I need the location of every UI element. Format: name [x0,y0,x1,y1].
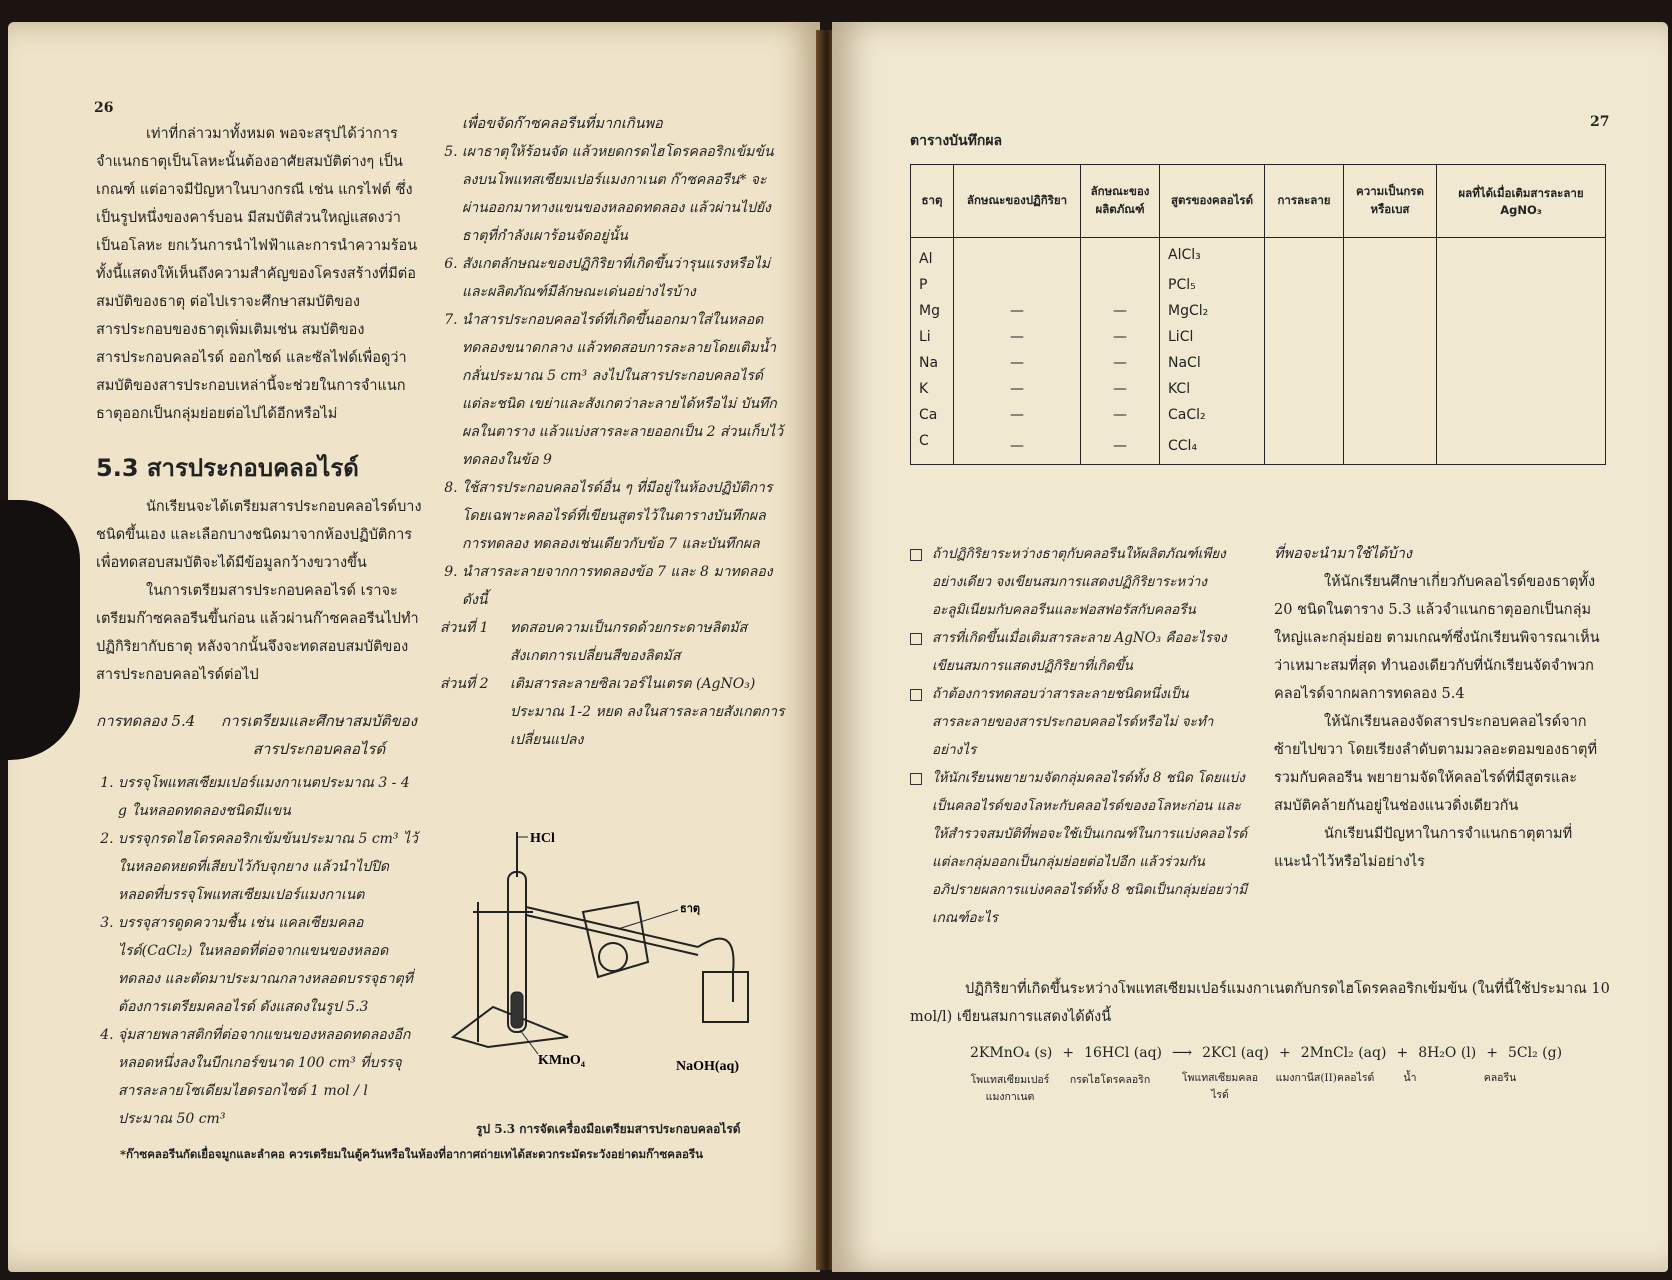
header-product: ลักษณะของผลิตภัณฑ์ [1081,165,1160,238]
table-row: Al AlCl₃ [911,238,1606,273]
table-row: Mg — — MgCl₂ [911,298,1606,324]
question-item: สารที่เกิดขึ้นเมื่อเติมสารละลาย AgNO₃ คืออะไรจงเขียนสมการแสดงปฏิกิริยาที่เกิดขึ้น [910,624,1250,680]
step-5: 5. เผาธาตุให้ร้อนจัด แล้วหยดกรดไฮโดรคลอริกเข้มข้นลงบนโพแทสเซียมเปอร์แมงกาเนต ก๊าซคลอรีน* จะผ่านออกมาทางแขนของหลอดทดลอง แล้วผ่านไปยังธาตุที่กำลังเผาร้อนจัดอยู่นั้น [462,138,786,250]
question-item: ถ้าปฏิกิริยาระหว่างธาตุกับคลอรีนให้ผลิตภัณฑ์เพียงอย่างเดียว จงเขียนสมการแสดงปฏิกิริยาระหว่างอะลูมิเนียมกับคลอรีนและฟอสฟอรัสกับคลอรีน [910,540,1250,624]
equation-intro: ปฏิกิริยาที่เกิดขึ้นระหว่างโพแทสเซียมเปอร์แมงกาเนตกับกรดไฮโดรคลอริกเข้มข้น (ในที่นี้ใช้ประมาณ 10 mol/l) เขียนสมการแสดงได้ดังนี้ [910,981,1610,1025]
experiment-label: การทดลอง 5.4 [96,712,196,730]
label-cl2-name: คลอรีน [1483,1072,1517,1084]
checkbox-icon [910,773,922,785]
checkbox-icon [910,633,922,645]
step-1: 1. บรรจุโพแทสเซียมเปอร์แมงกาเนตประมาณ 3 - 4 g ในหลอดทดลองชนิดมีแขน [118,769,422,825]
product-h2o: 8H₂O (l) [1418,1045,1477,1061]
step-8: 8. ใช้สารประกอบคลอไรด์อื่น ๆ ที่มีอยู่ในห้องปฏิบัติการ โดยเฉพาะคลอไรด์ที่เขียนสูตรไว้ในตารางบันทึกผลการทดลอง ทดลองเช่นเดียวกับข้อ 7 และบันทึกผล [462,474,786,558]
experiment-heading [96,707,422,763]
results-table [910,164,1606,465]
right-paragraph-2: ให้นักเรียนลองจัดสารประกอบคลอไรด์จากซ้ายไปขวา โดยเรียงลำดับตามมวลอะตอมของธาตุที่รวมกับคลอรีน พยายามจัดให้คลอไรด์ที่มีสูตรและสมบัติคล้ายกันอยู่ในช่องแนวดิ่งเดียวกัน [1274,714,1598,814]
label-h2o-name: น้ำ [1403,1072,1417,1084]
kmno4-solid [511,992,523,1028]
binding-shadow [0,500,80,760]
product-mncl2: 2MnCl₂ (aq) [1300,1045,1387,1061]
left-column [96,120,422,1133]
equation-labels [910,1061,1610,1111]
left-page [8,22,820,1272]
table-row: Na — — NaCl [911,350,1606,376]
intro-paragraph: เท่าที่กล่าวมาทั้งหมด พอจะสรุปได้ว่าการจำแนกธาตุเป็นโลหะนั้นต้องอาศัยสมบัติต่างๆ เป็นเกณฑ์ แต่อาจมีปัญหาในบางกรณี เช่น แกรไฟต์ ซึ่งเป็นรูปหนึ่งของคาร์บอน มีสมบัติส่วนใหญ่แสดงว่าเป็นอโลหะ ยกเว้นการนำไฟฟ้าและการนำความร้อน ทั้งนี้แสดงให้เห็นถึงความสำคัญของโครงสร้างที่มีต่อสมบัติของธาตุ ต่อไปเราจะศึกษาสมบัติของสารประกอบของธาตุเพิ่มเติมเช่น สมบัติของสารประกอบคลอไรด์ ออกไซด์ และซัลไฟด์เพื่อดูว่าสมบัติของสารประกอบเหล่านี้จะช่วยในการจำแนกธาตุออกเป็นกลุ่มย่อยต่อไปได้อีกหรือไม่ [96,126,418,422]
section-paragraph-1: นักเรียนจะได้เตรียมสารประกอบคลอไรด์บางชนิดขึ้นเอง และเลือกบางชนิดมาจากห้องปฏิบัติการเพื่อทดสอบสมบัติจะได้มีข้อมูลกว้างขวางขึ้น [96,499,422,571]
table-row: P PCl₅ [911,272,1606,298]
label-mncl2-name: แมงกานีส(II)คลอไรด์ [1275,1072,1375,1084]
right-paragraph-1: ให้นักเรียนศึกษาเกี่ยวกับคลอไรด์ของธาตุทั้ง 20 ชนิดในตาราง 5.3 แล้วจำแนกธาตุออกเป็นกลุ่มใหญ่และกลุ่มย่อย ตามเกณฑ์ซึ่งนักเรียนพิจารณาเห็นว่าเหมาะสมที่สุด ทำนองเดียวกับที่นักเรียนจัดจำพวกคลอไรด์จากผลการทดลอง 5.4 [1274,574,1600,702]
table-title: ตารางบันทึกผล [910,133,1003,149]
steps-list-a [96,769,422,1133]
side-arm [526,907,698,947]
figure-caption: รูป 5.3 การจัดเครื่องมือเตรียมสารประกอบคลอไรด์ [476,1122,741,1136]
part-1 [440,614,786,670]
step-9: 9. นำสารละลายจากการทดลองข้อ 7 และ 8 มาทดลองดังนี้ [462,558,786,614]
experiment-title: การเตรียมและศึกษาสมบัติของสารประกอบคลอไรด์ [221,712,417,758]
step-4: 4. จุ่มสายพลาสติกที่ต่อจากแขนของหลอดทดลองอีกหลอดหนึ่งลงในบีกเกอร์ขนาด 100 cm³ ที่บรรจุสารละลายโซเดียมไฮดรอกไซด์ 1 mol / l ประมาณ 50 cm³ [118,1021,422,1133]
part-2 [440,670,786,754]
product-kcl: 2KCl (aq) [1202,1045,1269,1061]
part-2-label: ส่วนที่ 2 [440,676,489,692]
footnote: *ก๊าซคลอรีนกัดเยื่อจมูกและลำคอ ควรเตรียมในตู้ควันหรือในห้องที่อากาศถ่ายเทได้สะดวกระมัดระวังอย่าดมก๊าซคลอรีน [120,1147,703,1161]
step-3: 3. บรรจุสารดูดความชื้น เช่น แคลเซียมคลอไรด์(CaCl₂) ในหลอดที่ต่อจากแขนของหลอดทดลอง และตัดมาประมาณกลางหลอดบรรจุธาตุที่ต้องการเตรียมคลอไรด์ ดังแสดงในรูป 5.3 [118,909,422,1021]
burner-screen [583,902,648,977]
part-1-text: ทดสอบความเป็นกรดด้วยกระดาษลิตมัส สังเกตการเปลี่ยนสีของลิตมัส [510,620,748,664]
header-element: ธาตุ [911,165,954,238]
page-number-left: 26 [94,100,114,116]
step-4-continued: เพื่อขจัดก๊าซคลอรีนที่มากเกินพอ [462,116,663,132]
reactant-hcl: 16HCl (aq) [1084,1045,1163,1061]
label-element: ธาตุ [680,902,701,915]
label-hcl-name: กรดไฮโดรคลอริก [1069,1074,1151,1086]
header-acidity: ความเป็นกรดหรือเบส [1344,165,1437,238]
question-item: ให้นักเรียนพยายามจัดกลุ่มคลอไรด์ทั้ง 8 ชนิด โดยแบ่งเป็นคลอไรด์ของโลหะกับคลอไรด์ของอโลหะก่อน และให้สำรวจสมบัติที่พอจะใช้เป็นเกณฑ์ในการแบ่งคลอไรด์แต่ละกลุ่มออกเป็นกลุ่มย่อยต่อไปอีก แล้วร่วมกันอภิปรายผลการแบ่งคลอไรด์ทั้ง 8 ชนิดเป็นกลุ่มย่อยว่ามีเกณฑ์อะไร [910,764,1250,932]
label-naoh: NaOH(aq) [676,1059,739,1074]
header-solubility: การละลาย [1265,165,1344,238]
part-2-text: เติมสารละลายซิลเวอร์ไนเตรต (AgNO₃) ประมาณ 1-2 หยด ลงในสารละลายสังเกตการเปลี่ยนแปลง [510,676,785,748]
page-number-right: 27 [1590,114,1610,130]
arrow-icon: ⟶ [1172,1045,1193,1061]
checkbox-icon [910,689,922,701]
question-continued: ที่พอจะนำมาใช้ได้บ้าง [1274,546,1412,562]
label-hcl: HCl [530,832,555,846]
step-7: 7. นำสารประกอบคลอไรด์ที่เกิดขึ้นออกมาใส่ในหลอดทดลองขนาดกลาง แล้วทดสอบการละลายโดยเติมน้ำกลั่นประมาณ 5 cm³ ลงไปในสารประกอบคลอไรด์แต่ละชนิด เขย่าและสังเกตว่าละลายได้หรือไม่ บันทึกผลในตาราง แล้วแบ่งสารละลายออกเป็น 2 ส่วนเก็บไว้ทดลองในข้อ 9 [462,306,786,474]
label-kmno4-name: โพแทสเซียมเปอร์แมงกาเนต [970,1074,1050,1103]
header-formula: สูตรของคลอไรด์ [1160,165,1265,238]
checkbox-icon [910,549,922,561]
header-reaction: ลักษณะของปฏิกิริยา [954,165,1081,238]
section-paragraph-2: ในการเตรียมสารประกอบคลอไรด์ เราจะเตรียมก๊าซคลอรีนขึ้นก่อน แล้วผ่านก๊าซคลอรีนไปทำปฏิกิริยากับธาตุ หลังจากนั้นจึงจะทดสอบสมบัติของสารประกอบคลอไรด์ต่อไป [96,583,419,683]
question-item: ถ้าต้องการทดสอบว่าสารละลายชนิดหนึ่งเป็นสารละลายของสารประกอบคลอไรด์หรือไม่ จะทำอย่างไร [910,680,1250,764]
product-cl2: 5Cl₂ (g) [1507,1045,1563,1061]
part-1-label: ส่วนที่ 1 [440,620,489,636]
step-2: 2. บรรจุกรดไฮโดรคลอริกเข้มข้นประมาณ 5 cm³ ไว้ในหลอดหยดที่เสียบไว้กับจุกยาง แล้วนำไปปิดหลอดที่บรรจุโพแทสเซียมเปอร์แมงกาเนต [118,825,422,909]
middle-column [440,110,786,754]
apparatus-figure [448,832,808,1082]
steps-list-b [440,138,786,614]
right-text-column [1274,540,1610,876]
questions-list [910,540,1250,932]
chemical-equation: 2KMnO₄ (s) + 16HCl (aq) ⟶ 2KCl (aq) + 2MnCl₂ (aq) + 8H₂O (l) + 5Cl₂ (g) [970,1045,1563,1061]
table-header-row [911,165,1606,238]
section-heading: 5.3 สารประกอบคลอไรด์ [96,454,359,482]
table-row: Ca — — CaCl₂ [911,402,1606,428]
reactant-kmno4: 2KMnO₄ (s) [970,1045,1053,1061]
label-kmno4: KMnO₄ [538,1053,585,1068]
label-kcl-name: โพแทสเซียมคลอไรด์ [1181,1072,1259,1101]
header-agno3: ผลที่ได้เมื่อเติมสารละลาย AgNO₃ [1437,165,1606,238]
burner [599,943,627,971]
table-row: C — — CCl₄ [911,428,1606,465]
step-6: 6. สังเกตลักษณะของปฏิกิริยาที่เกิดขึ้นว่ารุนแรงหรือไม่ และผลิตภัณฑ์มีลักษณะเด่นอย่างไรบ้าง [462,250,786,306]
table-row: K — — KCl [911,376,1606,402]
beaker [703,972,748,1022]
table-row: Li — — LiCl [911,324,1606,350]
equation-section [910,975,1610,1111]
right-paragraph-3: นักเรียนมีปัญหาในการจำแนกธาตุตามที่แนะนำไว้หรือไม่อย่างไร [1274,826,1573,870]
